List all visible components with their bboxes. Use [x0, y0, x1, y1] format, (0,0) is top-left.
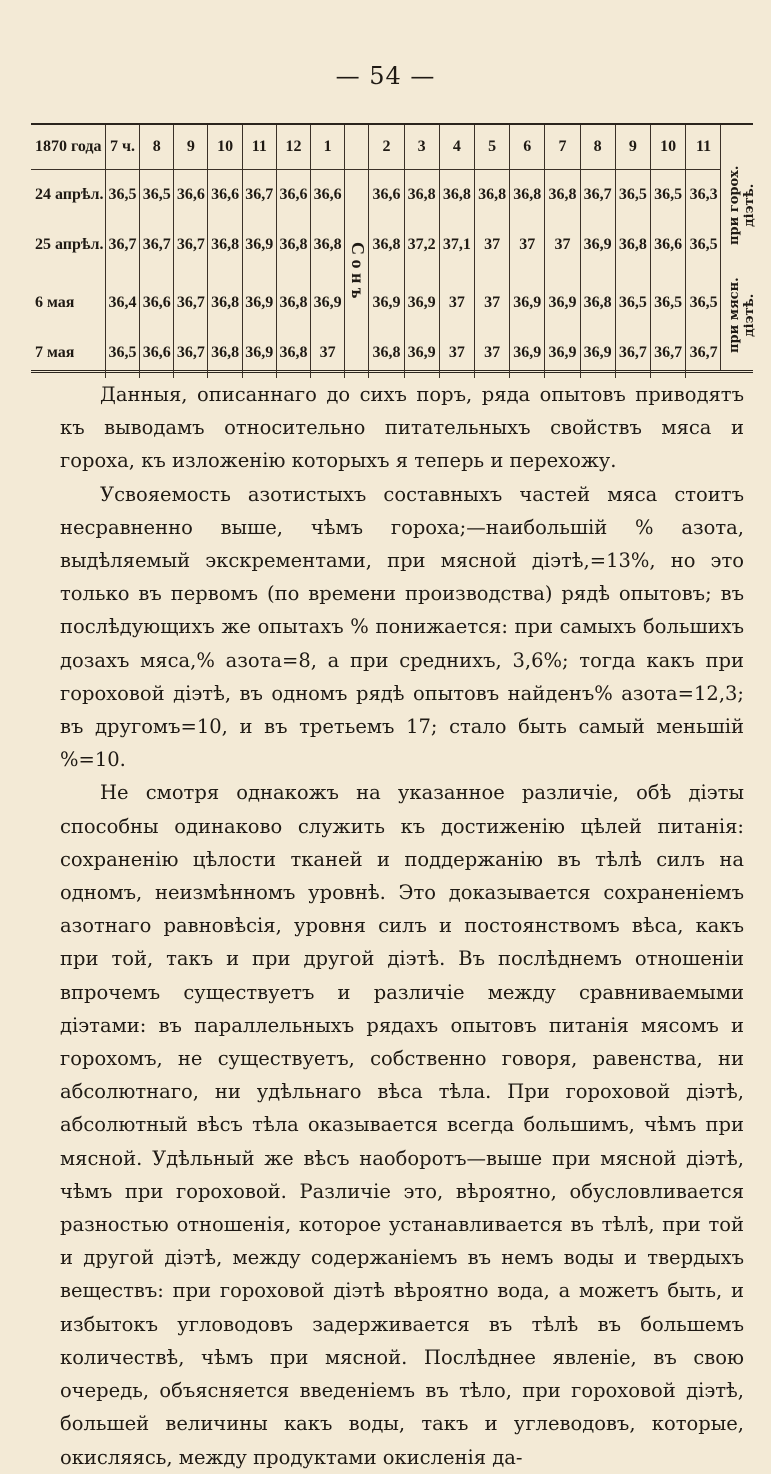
temp-cell: 36,8	[276, 278, 310, 328]
row-date: 24 апрѣл.	[35, 186, 104, 203]
temp-cell: 36,8	[439, 170, 474, 221]
page-number: — 54 —	[335, 62, 436, 90]
table-row	[31, 170, 721, 221]
hour-header: 8	[580, 125, 615, 170]
temp-cell: 37	[474, 328, 509, 378]
temp-cell: 36,9	[545, 328, 580, 378]
temp-cell: 37	[474, 220, 509, 270]
temp-cell: 36,7	[174, 328, 208, 378]
temp-cell: 36,8	[208, 328, 242, 378]
temp-cell: 36,9	[369, 278, 404, 328]
hour-header	[345, 125, 369, 170]
temp-cell: 36,7	[174, 220, 208, 270]
temp-cell: 36,9	[580, 220, 615, 270]
temp-cell: 37	[545, 220, 580, 270]
temp-cell: 36,4	[105, 278, 139, 328]
sleep-label: С о н ъ	[348, 242, 369, 299]
temp-cell: 36,9	[580, 328, 615, 378]
temp-cell: 36,8	[510, 170, 545, 221]
temp-cell: 36,9	[510, 328, 545, 378]
temp-cell: 36,5	[105, 170, 139, 221]
temp-cell: 36,5	[686, 220, 721, 270]
hour-header: 7	[545, 125, 580, 170]
temp-cell: 36,8	[208, 278, 242, 328]
hour-header: 10	[208, 125, 242, 170]
body-text	[60, 378, 744, 1474]
temp-cell: 36,7	[140, 220, 174, 270]
temp-cell: 36,8	[615, 220, 650, 270]
row-date: 7 мая	[35, 344, 75, 361]
temp-cell: 36,5	[105, 328, 139, 378]
temp-cell: 37	[474, 278, 509, 328]
temp-cell: 36,6	[276, 170, 310, 221]
temperature-grid	[31, 125, 721, 378]
temp-cell: 36,9	[404, 328, 439, 378]
hour-header: 3	[404, 125, 439, 170]
temp-cell: 36,7	[615, 328, 650, 378]
paragraph: Данныя, описаннаго до сихъ поръ, ряда опытовъ приводятъ къ выводамъ относительно питательныхъ свойствъ мяса и гороха, къ изложенію которыхъ я теперь и перехожу.	[60, 383, 744, 473]
temp-cell: 36,5	[650, 170, 685, 221]
hour-header: 9	[615, 125, 650, 170]
row-date: 25 апрѣл.	[35, 236, 104, 253]
pea-diet-label: при горох. діэтѣ.	[727, 165, 757, 245]
temp-cell: 36,7	[686, 328, 721, 378]
hour-header: 8	[140, 125, 174, 170]
hour-header: 5	[474, 125, 509, 170]
temp-cell: 36,8	[369, 220, 404, 270]
hour-header: 9	[174, 125, 208, 170]
hour-header: 11	[242, 125, 276, 170]
temp-cell: 36,9	[242, 278, 276, 328]
temp-cell: 36,7	[105, 220, 139, 270]
row-date: 6 мая	[35, 294, 75, 311]
temperature-table	[31, 123, 757, 373]
temp-cell: 37,1	[439, 220, 474, 270]
sleep-column	[345, 170, 369, 379]
temp-cell: 36,8	[369, 328, 404, 378]
temp-cell: 36,9	[510, 278, 545, 328]
hour-header: 2	[369, 125, 404, 170]
diet-side-column	[720, 125, 757, 370]
paragraph: Не смотря однакожъ на указанное различіе, обѣ діэты способны одинаково служить къ достиженію цѣлей питанія: сохраненію цѣлости тканей и поддержанію въ тѣлѣ силъ на одномъ, неизмѣнномъ уровнѣ. Это доказывается сохраненіемъ азотнаго равновѣсія, уровня силъ и постоянствомъ вѣса, какъ при той, такъ и при другой діэтѣ. Въ послѣднемъ отношеніи впрочемъ существуетъ и различіе между сравниваемыми діэтами: въ параллельныхъ рядахъ опытовъ питанія мясомъ и горохомъ, не существуетъ, собственно говоря, равенства, ни абсолютнаго, ни удѣльнаго вѣса тѣла. При гороховой діэтѣ, абсолютный вѣсъ тѣла оказывается всегда большимъ, чѣмъ при мясной. Удѣльный же вѣсъ наоборотъ—выше при мясной діэтѣ, чѣмъ при гороховой. Различіе это, вѣроятно, обусловливается разностью отношенія, которое устанавливается въ тѣлѣ, при той и другой діэтѣ, между содержаніемъ въ немъ воды и твердыхъ веществъ: при гороховой діэтѣ вѣроятно вода, а можетъ быть, и избытокъ угловодовъ задерживается въ тѣлѣ въ большемъ количествѣ, чѣмъ при мясной. Послѣднее явленіе, въ свою очередь, объясняется введеніемъ въ тѣло, при гороховой діэтѣ, большей величины какъ воды, такъ и углеводовъ, которые, окисляясь, между продуктами окисленія да-	[60, 781, 744, 1469]
hour-header: 11	[686, 125, 721, 170]
temp-cell: 36,7	[580, 170, 615, 221]
temp-cell: 37	[311, 328, 345, 378]
hour-header: 6	[510, 125, 545, 170]
table-row	[31, 220, 721, 270]
table-gap-row	[31, 270, 721, 278]
temp-cell: 36,9	[404, 278, 439, 328]
temp-cell: 36,7	[650, 328, 685, 378]
temp-cell: 36,8	[276, 328, 310, 378]
table-row	[31, 328, 721, 378]
temp-cell: 36,5	[650, 278, 685, 328]
temp-cell: 37	[439, 278, 474, 328]
temp-cell: 36,6	[369, 170, 404, 221]
temp-cell: 36,5	[615, 278, 650, 328]
temp-cell: 36,8	[208, 220, 242, 270]
temp-cell: 36,6	[140, 278, 174, 328]
temp-cell: 36,5	[686, 278, 721, 328]
temp-cell: 36,8	[404, 170, 439, 221]
table-row	[31, 278, 721, 328]
temp-cell: 36,8	[311, 220, 345, 270]
temp-cell: 36,5	[615, 170, 650, 221]
temp-cell: 37,2	[404, 220, 439, 270]
hour-header: 1	[311, 125, 345, 170]
temp-cell: 37	[439, 328, 474, 378]
hour-header-row	[31, 125, 721, 170]
temp-cell: 36,9	[311, 278, 345, 328]
year-header: 1870 года	[31, 125, 105, 170]
meat-diet-label: при мясн. діэтѣ.	[727, 277, 757, 353]
temp-cell: 36,7	[242, 170, 276, 221]
hour-header: 7 ч.	[105, 125, 139, 170]
temp-cell: 37	[510, 220, 545, 270]
temp-cell: 36,9	[545, 278, 580, 328]
temp-cell: 36,3	[686, 170, 721, 221]
temp-cell: 36,6	[140, 328, 174, 378]
temp-cell: 36,7	[174, 278, 208, 328]
temp-cell: 36,9	[242, 220, 276, 270]
temp-cell: 36,5	[140, 170, 174, 221]
hour-header: 12	[276, 125, 310, 170]
hour-header: 4	[439, 125, 474, 170]
paragraph: Усвояемость азотистыхъ составныхъ частей мяса стоитъ несравненно выше, чѣмъ гороха;—наибольшій % азота, выдѣляемый экскрементами, при мясной діэтѣ,=13%, но это только въ первомъ (по времени производства) рядѣ опытовъ; въ послѣдующихъ же опытахъ % понижается: при самыхъ большихъ дозахъ мяса,% азота=8, а при среднихъ, 3,6%; тогда какъ при гороховой діэтѣ, въ одномъ рядѣ опытовъ найденъ% азота=12,3; въ другомъ=10, и въ третьемъ 17; стало быть самый меньшій %=10.	[60, 482, 744, 772]
temp-cell: 36,6	[311, 170, 345, 221]
temp-cell: 36,6	[208, 170, 242, 221]
temp-cell: 36,6	[174, 170, 208, 221]
temp-cell: 36,8	[545, 170, 580, 221]
temp-cell: 36,8	[276, 220, 310, 270]
hour-header: 10	[650, 125, 685, 170]
temp-cell: 36,9	[242, 328, 276, 378]
temp-cell: 36,8	[580, 278, 615, 328]
temp-cell: 36,8	[474, 170, 509, 221]
temp-cell: 36,6	[650, 220, 685, 270]
